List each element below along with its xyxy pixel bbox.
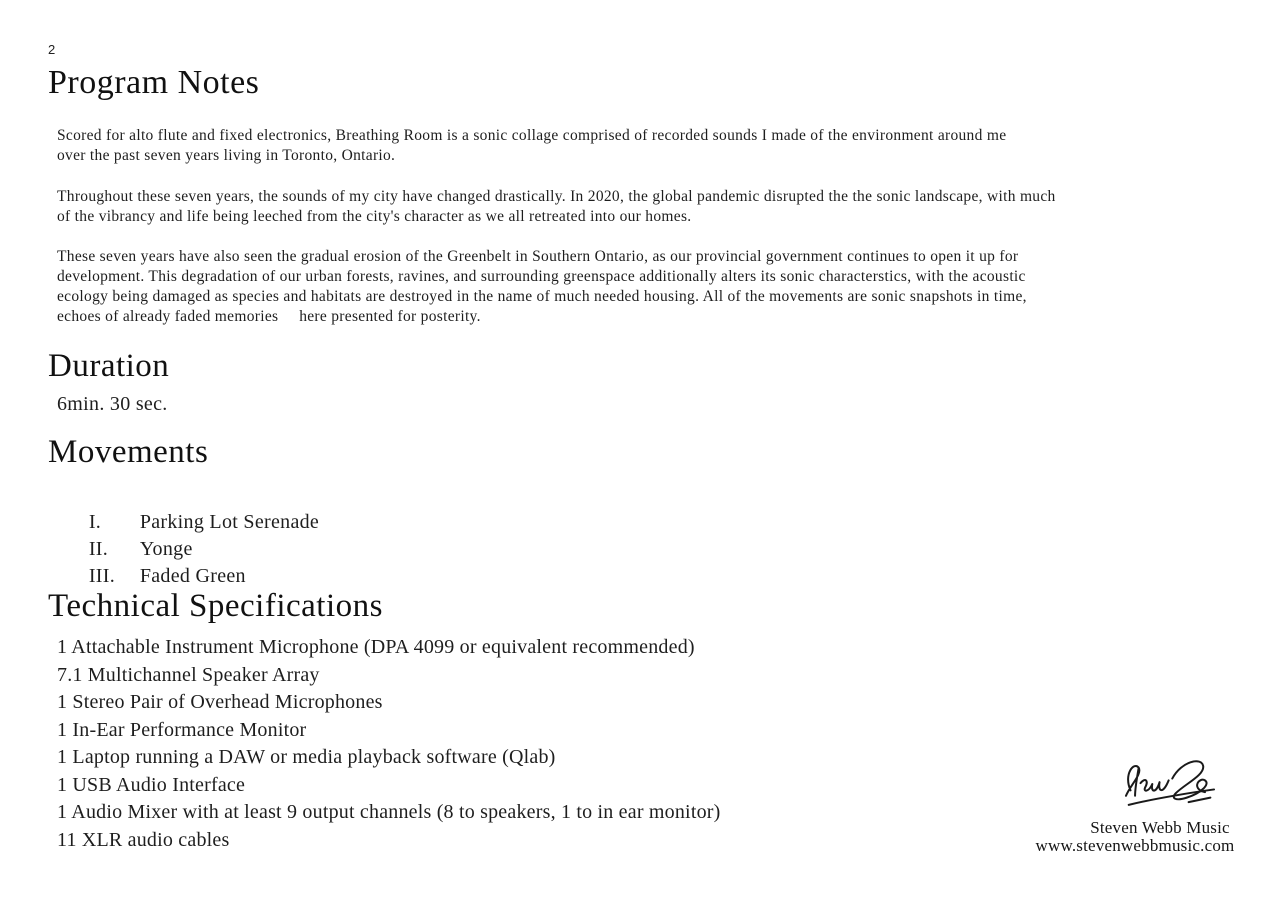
movements-list	[57, 482, 320, 587]
duration-value: 6min. 30 sec.	[57, 393, 168, 415]
technical-specifications-list	[57, 634, 721, 854]
paragraph-line: Scored for alto flute and fixed electronics, Breathing Room is a sonic collage comprised of recorded sounds I made of the environment around me	[57, 127, 1007, 144]
spec-item: 11 XLR audio cables	[57, 828, 230, 851]
website-url: www.stevenwebbmusic.com	[1035, 836, 1235, 855]
spec-item: 1 Audio Mixer with at least 9 output channels (8 to speakers, 1 to in ear monitor)	[57, 801, 721, 823]
spec-item: 1 USB Audio Interface	[57, 773, 246, 796]
movement-numeral: I.	[88, 511, 102, 533]
brand-name: Steven Webb Music	[1090, 818, 1230, 837]
page-number: 2	[48, 42, 56, 57]
technical-specifications-heading: Technical Specifications	[48, 588, 383, 624]
signature-icon	[1116, 754, 1234, 814]
movement-item	[57, 482, 320, 533]
paragraph-line: over the past seven years living in Toronto, Ontario.	[57, 147, 396, 164]
program-notes-paragraph-1	[57, 126, 1006, 166]
spec-item: 1 Stereo Pair of Overhead Microphones	[57, 691, 383, 713]
paragraph-line: development. This degradation of our urban forests, ravines, and surrounding greenspace additionally alters its sonic characterstics, with the acoustic	[57, 268, 1026, 285]
paragraph-line: Throughout these seven years, the sounds of my city have changed drastically. In 2020, the global pandemic disrupted the the sonic landscape, with much	[57, 188, 1056, 205]
spec-item: 1 Laptop running a DAW or media playback software (Qlab)	[57, 746, 556, 768]
program-notes-paragraph-2	[57, 187, 1056, 227]
spec-item: 1 In-Ear Performance Monitor	[57, 718, 307, 741]
movement-name: Parking Lot Serenade	[139, 511, 320, 533]
paragraph-line: ecology being damaged as species and habitats are destroyed in the name of much needed housing. All of the movements are sonic snapshots in time,	[57, 288, 1027, 305]
movement-name: Faded Green	[139, 565, 246, 587]
movement-numeral: II.	[88, 538, 109, 560]
movement-name: Yonge	[139, 538, 193, 560]
program-notes-paragraph-3	[57, 247, 1027, 327]
paragraph-line: of the vibrancy and life being leeched from the city's character as we all retreated into our homes.	[57, 208, 692, 225]
paragraph-line: These seven years have also seen the gradual erosion of the Greenbelt in Southern Ontario, as our provincial government continues to open it up for	[57, 248, 1019, 265]
duration-heading: Duration	[48, 348, 170, 384]
paragraph-line: echoes of already faded memories here presented for posterity.	[57, 308, 481, 325]
program-notes-heading: Program Notes	[48, 64, 260, 101]
movements-heading: Movements	[48, 434, 209, 470]
spec-item: 1 Attachable Instrument Microphone (DPA 4099 or equivalent recommended)	[57, 636, 695, 658]
movement-numeral: III.	[88, 565, 115, 587]
spec-item: 7.1 Multichannel Speaker Array	[57, 663, 320, 686]
